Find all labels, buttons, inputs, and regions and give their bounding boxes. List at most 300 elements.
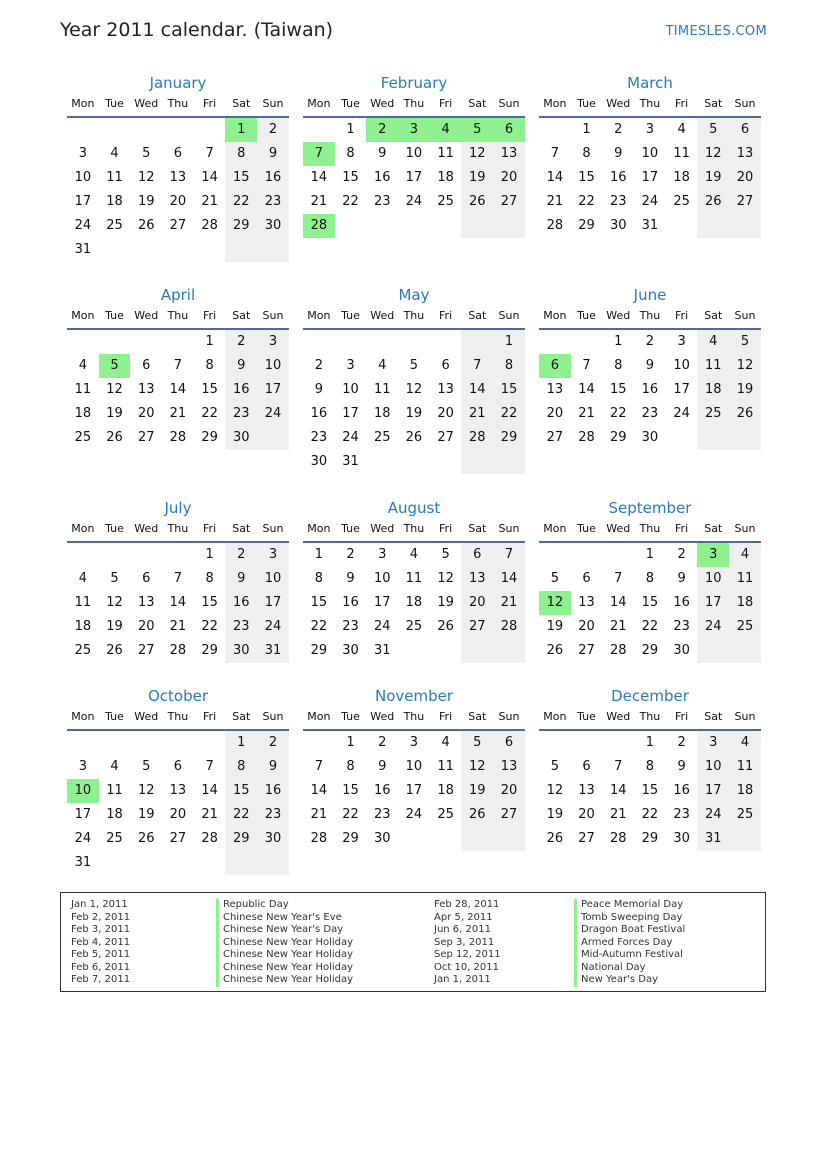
day-cell: 28: [310, 831, 328, 846]
day-cell: 27: [578, 831, 595, 846]
empty-day-cell: [493, 639, 525, 663]
day-cell: 12: [137, 170, 155, 185]
day-cell: 2: [225, 543, 257, 567]
day-cell: 26: [137, 218, 155, 233]
day-cell: 5: [441, 547, 450, 562]
weekday-header: [67, 94, 289, 118]
month-july: [67, 497, 289, 663]
empty-day-cell: [697, 639, 729, 663]
month-title: February: [380, 74, 448, 92]
legend-date: Feb 5, 2011: [71, 949, 131, 960]
day-cell: 5: [550, 759, 559, 774]
day-cell: 21: [493, 591, 525, 615]
day-cell: 7: [205, 146, 214, 161]
empty-day-cell: [162, 330, 194, 354]
day-cell: 13: [578, 595, 595, 610]
weekday-label: Sat: [468, 710, 487, 723]
day-cell: 15: [342, 783, 359, 798]
day-cell: 8: [582, 146, 591, 161]
day-cell: 9: [614, 146, 623, 161]
day-cell: 27: [493, 190, 525, 214]
day-cell: 30: [641, 430, 659, 445]
day-cell: 12: [729, 354, 761, 378]
empty-day-cell: [539, 731, 571, 755]
day-cell: 16: [225, 591, 257, 615]
day-cell: 11: [697, 354, 729, 378]
legend-date: Feb 2, 2011: [71, 911, 131, 923]
day-cell: 26: [437, 619, 454, 634]
weekday-header: [539, 519, 761, 543]
day-cell: 3: [78, 146, 87, 161]
empty-day-cell: [602, 543, 634, 567]
weekday-label: Thu: [403, 309, 425, 322]
weekday-label: Wed: [606, 309, 631, 322]
month-june: [539, 284, 761, 450]
day-cell: 16: [225, 378, 257, 402]
empty-day-cell: [130, 543, 162, 567]
day-cell: 26: [137, 831, 155, 846]
weekday-header: [539, 707, 761, 731]
day-cell: 17: [257, 591, 289, 615]
weekday-label: Sun: [498, 522, 520, 535]
weekday-label: Tue: [341, 97, 360, 110]
empty-day-cell: [493, 450, 525, 474]
day-cell: 6: [173, 146, 183, 161]
weekday-label: Sat: [232, 309, 251, 322]
empty-day-cell: [571, 543, 603, 567]
legend-name: Armed Forces Day: [581, 936, 673, 948]
empty-day-cell: [67, 330, 99, 354]
empty-day-cell: [461, 639, 493, 663]
day-cell: 6: [493, 731, 525, 755]
day-cell: 24: [257, 402, 289, 426]
day-cell: 9: [314, 382, 323, 397]
day-cell: 6: [729, 118, 761, 142]
day-cell: 11: [74, 595, 92, 610]
empty-day-cell: [430, 639, 462, 663]
legend-names-right: [581, 899, 685, 987]
day-cell: 23: [225, 615, 257, 639]
day-cell: 10: [342, 382, 359, 397]
day-cell: 23: [673, 807, 690, 822]
day-cell: 23: [342, 619, 359, 634]
weekday-label: Sat: [704, 309, 723, 322]
day-cell: 17: [673, 382, 690, 397]
day-cell: 25: [697, 402, 729, 426]
weekday-label: Fri: [203, 522, 217, 535]
empty-day-cell: [398, 330, 430, 354]
weekday-label: Fri: [203, 309, 217, 322]
day-cell: 2: [257, 731, 289, 755]
day-cell: 18: [106, 194, 123, 209]
empty-day-cell: [225, 851, 257, 875]
month-may: [303, 284, 525, 474]
day-cell: 17: [373, 595, 391, 610]
month-title: March: [627, 74, 673, 92]
weekday-label: Thu: [403, 97, 425, 110]
empty-day-cell: [99, 731, 131, 755]
weekday-header: [539, 306, 761, 330]
weekday-label: Tue: [341, 522, 360, 535]
day-cell: 1: [225, 731, 257, 755]
day-cell: 28: [578, 430, 595, 445]
day-cell: 27: [493, 803, 525, 827]
day-cell: 1: [346, 122, 355, 137]
day-cell: 8: [205, 571, 214, 586]
day-cell: 14: [310, 170, 328, 185]
legend-name: Chinese New Year Holiday: [223, 974, 354, 985]
empty-day-cell: [602, 731, 634, 755]
day-cell: 11: [437, 146, 454, 161]
month-march: [539, 72, 761, 238]
empty-day-cell: [162, 543, 194, 567]
day-cell: 19: [729, 378, 761, 402]
day-cell: 31: [74, 855, 92, 870]
day-cell: 10: [257, 354, 289, 378]
day-cell: 9: [645, 358, 655, 373]
day-cell: 17: [697, 591, 729, 615]
day-cell: 30: [673, 831, 690, 846]
day-cell: 16: [373, 783, 391, 798]
day-cell: 30: [257, 827, 289, 851]
day-cell: 11: [74, 382, 92, 397]
day-cell: 2: [645, 334, 655, 349]
empty-day-cell: [162, 238, 194, 262]
day-cell: 28: [546, 218, 564, 233]
day-cell: 13: [729, 142, 761, 166]
empty-day-cell: [67, 543, 99, 567]
empty-day-cell: [194, 851, 226, 875]
weekday-label: Tue: [105, 710, 124, 723]
empty-day-cell: [493, 827, 525, 851]
empty-day-cell: [398, 214, 430, 238]
day-cell: 24: [405, 807, 423, 822]
day-cell: 20: [578, 619, 595, 634]
day-cell: 14: [609, 595, 627, 610]
day-cell: 24: [342, 430, 359, 445]
day-cell: 2: [346, 547, 355, 562]
day-cell: 13: [461, 567, 493, 591]
day-cell: 22: [578, 194, 595, 209]
legend-divider-right: [574, 899, 577, 987]
empty-day-cell: [130, 851, 162, 875]
empty-day-cell: [697, 426, 729, 450]
day-cell: 25: [74, 643, 92, 658]
day-cell: 14: [461, 378, 493, 402]
day-cell: 24: [673, 406, 690, 421]
day-cell: 26: [461, 803, 493, 827]
holiday-day-cell: 1: [225, 118, 257, 142]
month-title: December: [611, 687, 689, 705]
weekday-label: Sun: [498, 309, 520, 322]
empty-day-cell: [493, 214, 525, 238]
day-cell: 22: [310, 619, 328, 634]
day-cell: 12: [437, 571, 454, 586]
weekday-label: Sat: [704, 710, 723, 723]
weekday-label: Wed: [134, 97, 159, 110]
empty-day-cell: [257, 426, 289, 450]
day-cell: 8: [314, 571, 323, 586]
day-cell: 29: [310, 643, 328, 658]
day-cell: 18: [673, 170, 690, 185]
day-cell: 23: [373, 807, 391, 822]
day-cell: 23: [257, 190, 289, 214]
empty-day-cell: [99, 118, 131, 142]
empty-day-cell: [430, 330, 462, 354]
day-grid: [539, 731, 761, 851]
day-cell: 24: [74, 831, 92, 846]
day-cell: 18: [437, 783, 454, 798]
day-cell: 4: [110, 146, 119, 161]
day-cell: 30: [673, 643, 690, 658]
month-title: October: [147, 687, 209, 705]
day-cell: 16: [373, 170, 391, 185]
day-cell: 20: [169, 807, 187, 822]
day-cell: 12: [461, 142, 493, 166]
day-cell: 6: [582, 759, 591, 774]
day-cell: 6: [173, 759, 183, 774]
weekday-header: [303, 519, 525, 543]
day-cell: 21: [609, 619, 627, 634]
day-cell: 14: [201, 170, 218, 185]
day-cell: 21: [546, 194, 564, 209]
day-cell: 26: [546, 831, 564, 846]
empty-day-cell: [130, 118, 162, 142]
day-cell: 6: [142, 358, 151, 373]
day-cell: 16: [673, 595, 690, 610]
day-cell: 24: [74, 218, 92, 233]
day-cell: 20: [729, 166, 761, 190]
month-title: August: [387, 499, 441, 517]
holiday-day-cell: 10: [67, 779, 99, 803]
weekday-label: Fri: [675, 522, 689, 535]
empty-day-cell: [461, 827, 493, 851]
weekday-label: Thu: [639, 710, 661, 723]
day-cell: 1: [205, 334, 214, 349]
weekday-label: Tue: [577, 97, 596, 110]
day-cell: 4: [441, 735, 450, 750]
holiday-day-cell: 2: [366, 118, 398, 142]
weekday-label: Wed: [606, 522, 631, 535]
month-title: April: [160, 286, 196, 304]
day-cell: 24: [697, 615, 729, 639]
weekday-label: Sat: [704, 97, 723, 110]
empty-day-cell: [539, 330, 571, 354]
day-cell: 4: [378, 358, 387, 373]
day-cell: 23: [609, 194, 627, 209]
day-cell: 31: [342, 454, 359, 469]
day-cell: 2: [378, 735, 387, 750]
weekday-label: Fri: [203, 710, 217, 723]
day-cell: 4: [697, 330, 729, 354]
day-cell: 1: [645, 547, 655, 562]
empty-day-cell: [666, 214, 698, 238]
day-cell: 10: [373, 571, 391, 586]
day-cell: 29: [201, 643, 218, 658]
day-cell: 30: [310, 454, 328, 469]
day-cell: 1: [582, 122, 591, 137]
day-cell: 13: [493, 142, 525, 166]
day-cell: 21: [201, 807, 218, 822]
legend-date: Feb 3, 2011: [71, 924, 131, 935]
weekday-label: Wed: [606, 710, 631, 723]
day-grid: [539, 330, 761, 450]
day-grid: [539, 543, 761, 663]
day-cell: 13: [169, 783, 187, 798]
day-cell: 13: [137, 382, 155, 397]
day-cell: 13: [546, 382, 564, 397]
weekday-label: Mon: [307, 97, 331, 110]
day-cell: 24: [641, 194, 659, 209]
day-cell: 25: [673, 194, 690, 209]
day-cell: 7: [173, 358, 183, 373]
day-cell: 8: [346, 146, 355, 161]
weekday-label: Tue: [105, 309, 124, 322]
day-cell: 1: [493, 330, 525, 354]
day-cell: 10: [697, 755, 729, 779]
day-cell: 21: [310, 807, 328, 822]
day-cell: 20: [461, 591, 493, 615]
legend-date: Sep 12, 2011: [434, 949, 501, 960]
empty-day-cell: [398, 450, 430, 474]
weekday-label: Wed: [134, 309, 159, 322]
day-cell: 22: [609, 406, 627, 421]
day-cell: 9: [257, 142, 289, 166]
empty-day-cell: [571, 330, 603, 354]
weekday-label: Wed: [370, 97, 395, 110]
day-cell: 22: [641, 807, 659, 822]
day-cell: 28: [201, 831, 218, 846]
day-cell: 28: [461, 426, 493, 450]
day-cell: 10: [697, 567, 729, 591]
day-cell: 10: [673, 358, 690, 373]
day-cell: 15: [578, 170, 595, 185]
day-cell: 8: [493, 354, 525, 378]
weekday-label: Wed: [370, 309, 395, 322]
weekday-label: Fri: [675, 97, 689, 110]
day-cell: 5: [550, 571, 559, 586]
day-cell: 3: [677, 334, 686, 349]
legend-name: Chinese New Year Holiday: [223, 961, 354, 973]
month-december: [539, 685, 761, 851]
day-cell: 3: [257, 543, 289, 567]
day-cell: 13: [493, 755, 525, 779]
empty-day-cell: [366, 450, 398, 474]
legend-name: Peace Memorial Day: [581, 899, 684, 910]
weekday-label: Tue: [105, 522, 124, 535]
day-cell: 12: [137, 783, 155, 798]
weekday-label: Sat: [704, 522, 723, 535]
day-cell: 18: [106, 807, 123, 822]
day-cell: 29: [578, 218, 595, 233]
day-cell: 16: [673, 783, 690, 798]
empty-day-cell: [461, 450, 493, 474]
legend-date: Feb 4, 2011: [71, 936, 131, 948]
day-cell: 17: [257, 378, 289, 402]
weekday-label: Wed: [370, 522, 395, 535]
day-cell: 29: [201, 430, 218, 445]
day-cell: 11: [106, 170, 123, 185]
weekday-header: [303, 707, 525, 731]
day-cell: 30: [225, 426, 257, 450]
empty-day-cell: [571, 731, 603, 755]
day-cell: 3: [697, 731, 729, 755]
day-cell: 5: [697, 118, 729, 142]
day-cell: 3: [257, 330, 289, 354]
day-cell: 9: [257, 755, 289, 779]
empty-day-cell: [398, 639, 430, 663]
day-cell: 19: [106, 406, 123, 421]
day-cell: 16: [342, 595, 359, 610]
day-cell: 17: [405, 170, 423, 185]
day-cell: 22: [342, 807, 359, 822]
weekday-label: Wed: [134, 710, 159, 723]
day-cell: 28: [609, 643, 627, 658]
day-cell: 3: [378, 547, 387, 562]
day-cell: 8: [225, 755, 257, 779]
day-cell: 13: [578, 783, 595, 798]
legend-name: New Year's Day: [581, 974, 659, 985]
empty-day-cell: [130, 731, 162, 755]
month-title: January: [149, 74, 207, 92]
day-cell: 11: [373, 382, 391, 397]
day-cell: 16: [609, 170, 627, 185]
day-cell: 27: [461, 615, 493, 639]
day-cell: 19: [137, 194, 155, 209]
weekday-header: [539, 94, 761, 118]
weekday-label: Sun: [734, 97, 756, 110]
empty-day-cell: [194, 731, 226, 755]
day-cell: 7: [550, 146, 559, 161]
legend-dates-right: [434, 899, 501, 987]
day-cell: 29: [609, 430, 627, 445]
empty-day-cell: [130, 330, 162, 354]
day-cell: 5: [110, 571, 119, 586]
brand-link[interactable]: TIMESLES.COM: [665, 24, 767, 39]
day-cell: 9: [378, 759, 387, 774]
weekday-label: Sun: [498, 97, 520, 110]
day-cell: 23: [373, 194, 391, 209]
day-cell: 30: [373, 831, 391, 846]
weekday-label: Sat: [232, 710, 251, 723]
weekday-label: Thu: [167, 97, 189, 110]
day-cell: 11: [106, 783, 123, 798]
day-cell: 8: [205, 358, 214, 373]
day-cell: 26: [106, 643, 123, 658]
day-cell: 17: [405, 783, 423, 798]
weekday-label: Thu: [167, 710, 189, 723]
weekday-label: Sun: [262, 522, 284, 535]
weekday-label: Fri: [675, 710, 689, 723]
day-cell: 25: [405, 619, 423, 634]
empty-day-cell: [366, 330, 398, 354]
day-cell: 25: [437, 194, 454, 209]
weekday-label: Wed: [134, 522, 159, 535]
empty-day-cell: [461, 214, 493, 238]
day-cell: 9: [225, 354, 257, 378]
day-cell: 29: [493, 426, 525, 450]
weekday-label: Mon: [543, 309, 567, 322]
day-cell: 27: [137, 430, 155, 445]
day-cell: 9: [677, 759, 686, 774]
holiday-day-cell: 3: [398, 118, 430, 142]
day-cell: 12: [405, 382, 423, 397]
day-cell: 3: [409, 735, 419, 750]
legend-name: Mid-Autumn Festival: [581, 949, 683, 960]
day-cell: 20: [437, 406, 454, 421]
day-cell: 14: [201, 783, 218, 798]
day-cell: 12: [697, 142, 729, 166]
